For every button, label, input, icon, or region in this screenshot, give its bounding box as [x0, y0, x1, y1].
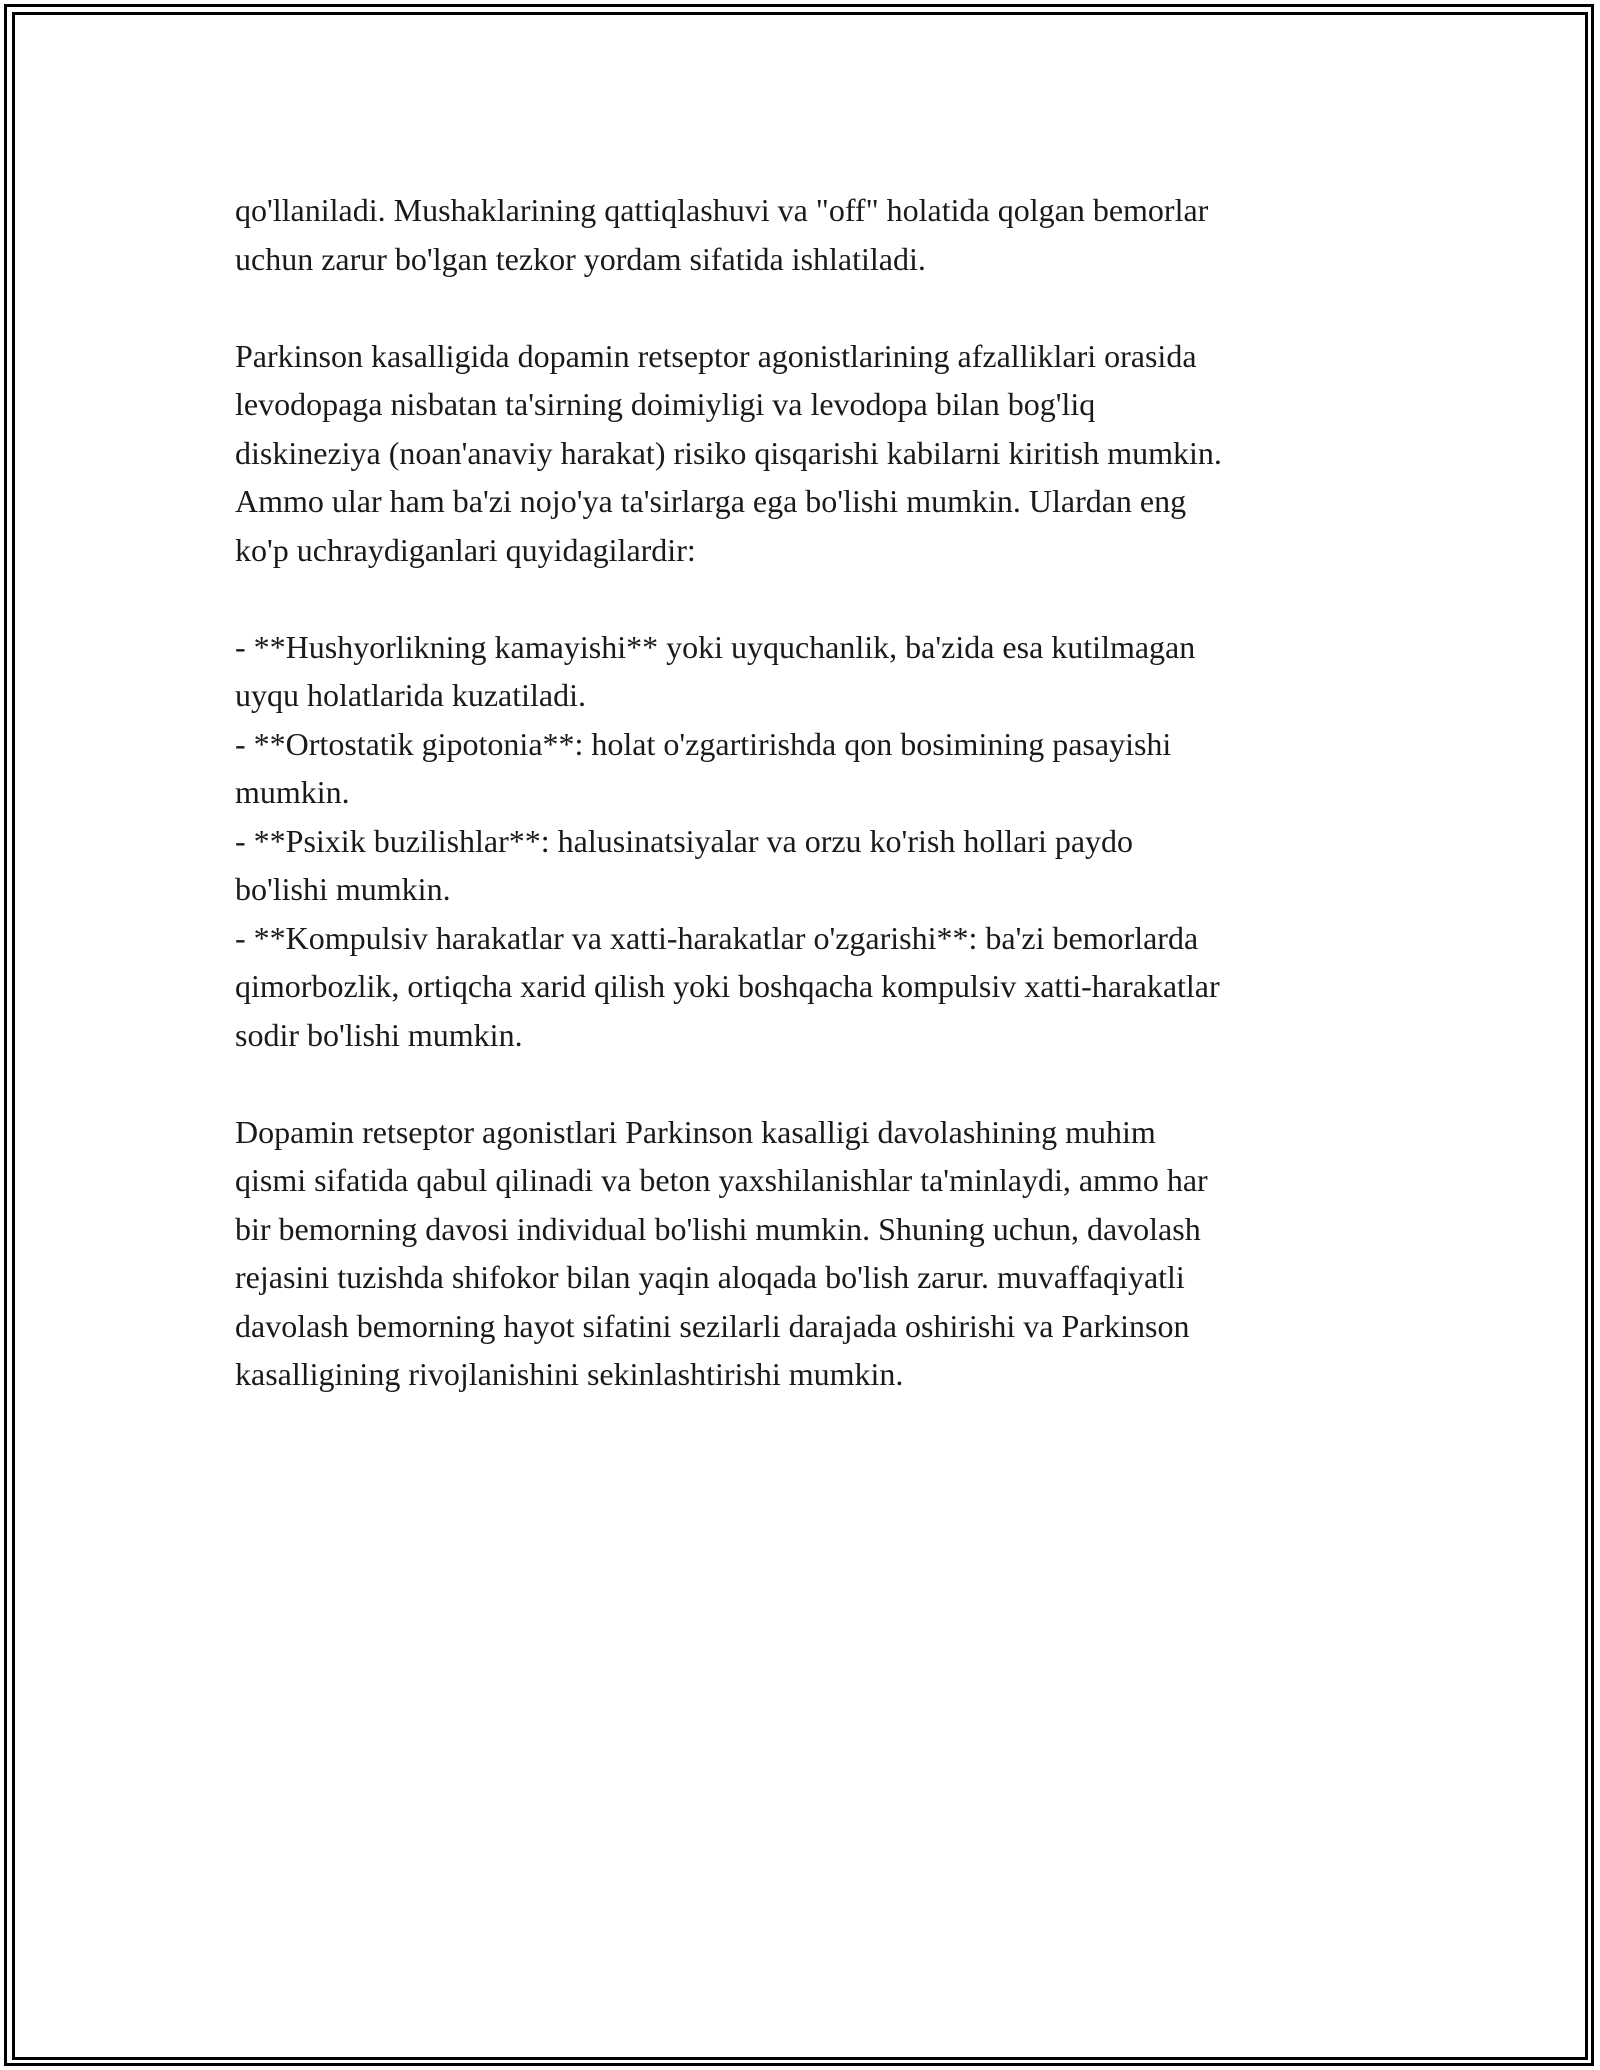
- list-item-line: - **Psixik buzilishlar**: halusinatsiyalar va orzu ko'rish hollari paydo: [235, 822, 1134, 859]
- text-line: diskineziya (noan'anaviy harakat) risiko qisqarishi kabilarni kiritish mumkin.: [235, 434, 1222, 471]
- text-line: kasalligining rivojlanishini sekinlashtirishi mumkin.: [235, 1356, 904, 1392]
- text-line: ko'p uchraydiganlari quyidagilardir:: [235, 531, 696, 568]
- side-effects-list: [235, 623, 1385, 1060]
- list-item-line: qimorbozlik, ortiqcha xarid qilish yoki boshqacha kompulsiv xatti-harakatlar: [235, 968, 1220, 1004]
- text-line: qo'llaniladi. Mushaklarining qattiqlashuvi va "off" holatida qolgan bemorlar: [235, 192, 1209, 228]
- paragraph-spacer: [235, 1059, 1385, 1108]
- text-line: qismi sifatida qabul qilinadi va beton yaxshilanishlar ta'minlaydi, ammo har: [235, 1162, 1208, 1198]
- paragraph-spacer: [235, 574, 1385, 623]
- list-item-line: sodir bo'lishi mumkin.: [235, 1016, 523, 1053]
- text-line: levodopaga nisbatan ta'sirning doimiyligi va levodopa bilan bog'liq: [235, 386, 1096, 422]
- paragraph-spacer: [235, 283, 1385, 332]
- text-line: Dopamin retseptor agonistlari Parkinson kasalligi davolashining muhim: [235, 1113, 1156, 1150]
- text-line: Parkinson kasalligida dopamin retseptor agonistlarining afzalliklari orasida: [235, 337, 1197, 374]
- list-item-line: - **Kompulsiv harakatlar va xatti-harakatlar o'zgarishi**: ba'zi bemorlarda: [235, 919, 1199, 956]
- list-item-line: bo'lishi mumkin.: [235, 871, 451, 907]
- list-item-line: - **Ortostatik gipotonia**: holat o'zgartirishda qon bosimining pasayishi: [235, 725, 1172, 762]
- document-body: [235, 186, 1385, 1399]
- list-item-line: mumkin.: [235, 774, 350, 810]
- paragraph: [235, 186, 1385, 283]
- list-item-line: uyqu holatlarida kuzatiladi.: [235, 677, 586, 713]
- text-line: Ammo ular ham ba'zi nojo'ya ta'sirlarga ega bo'lishi mumkin. Ulardan eng: [235, 483, 1187, 519]
- paragraph: [235, 332, 1385, 575]
- text-line: uchun zarur bo'lgan tezkor yordam sifatida ishlatiladi.: [235, 240, 926, 277]
- paragraph: [235, 1108, 1385, 1399]
- list-item-line: - **Hushyorlikning kamayishi** yoki uyquchanlik, ba'zida esa kutilmagan: [235, 628, 1196, 665]
- text-line: rejasini tuzishda shifokor bilan yaqin aloqada bo'lish zarur. muvaffaqiyatli: [235, 1259, 1185, 1295]
- text-line: bir bemorning davosi individual bo'lishi mumkin. Shuning uchun, davolash: [235, 1210, 1201, 1247]
- text-line: davolash bemorning hayot sifatini sezilarli darajada oshirishi va Parkinson: [235, 1307, 1190, 1344]
